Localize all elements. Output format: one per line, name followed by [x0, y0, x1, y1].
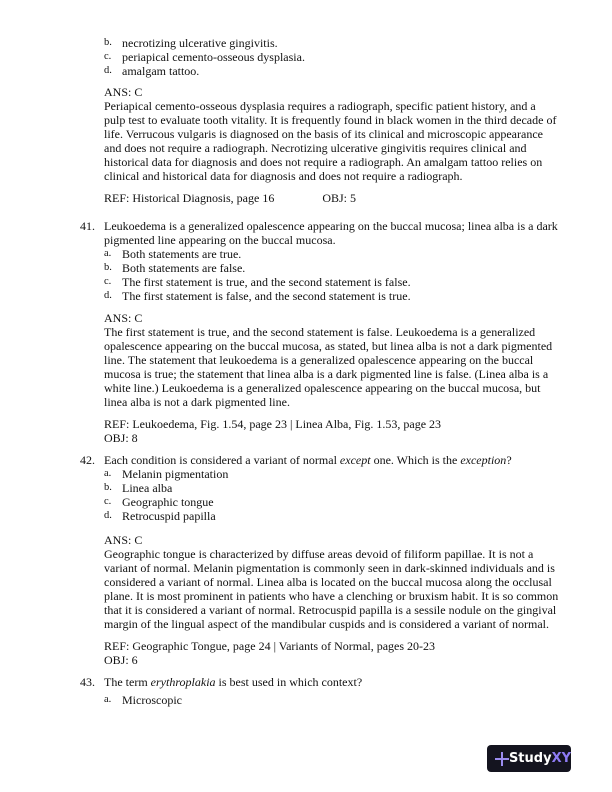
text: is best used in which context?: [215, 675, 363, 689]
option-letter: b.: [104, 37, 112, 48]
option-text: Geographic tongue: [122, 495, 214, 509]
q40-answer-block: [104, 85, 556, 183]
explanation-line: The first statement is true, and the second statement is false. Leukoedema is a generalized: [104, 325, 536, 339]
answer: ANS: C: [104, 311, 143, 325]
option-letter: a.: [104, 694, 112, 705]
option-text: Both statements are false.: [122, 261, 246, 275]
option: [104, 495, 512, 509]
explanation-line: mucosa is true; the statement that linea alba is a dark pigmented line is false. (Linea alba is a: [104, 367, 549, 381]
answer: ANS: C: [104, 85, 143, 99]
explanation-line: considered a variant of normal. Linea alba is located on the buccal mucosa along the occlusal: [104, 575, 552, 589]
explanation-line: clinical and historical data for diagnosis and does not require a radiograph.: [104, 169, 463, 183]
objective: OBJ: 5: [322, 191, 357, 205]
option-text: Melanin pigmentation: [122, 467, 229, 481]
explanation-line: line. The statement that leukoedema is a generalized opalescence appearing on the buccal: [104, 353, 534, 367]
option-letter: c.: [104, 496, 112, 507]
option-letter: d.: [104, 65, 112, 76]
text: The term: [104, 675, 151, 689]
option-letter: c.: [104, 276, 112, 287]
question-number: 42.: [80, 453, 95, 467]
reference: REF: Historical Diagnosis, page 16: [104, 191, 275, 205]
option-text: Linea alba: [122, 481, 173, 495]
option-text: Retrocuspid papilla: [122, 509, 216, 523]
reference: REF: Geographic Tongue, page 24 | Variants of Normal, pages 20-23: [104, 639, 436, 653]
question-number: 43.: [80, 675, 95, 689]
q42: [104, 453, 512, 523]
emphasis: exception: [460, 453, 507, 467]
option: [104, 247, 558, 261]
emphasis: erythroplakia: [150, 675, 216, 689]
objective: OBJ: 8: [104, 431, 138, 445]
explanation-line: Geographic tongue is characterized by diffuse areas devoid of filiform papillae. It is not a: [104, 547, 534, 561]
option: [104, 509, 512, 523]
option-letter: b.: [104, 262, 112, 273]
option: [104, 481, 512, 495]
explanation-line: life. Verrucous vulgaris is diagnosed on the basis of its clinical and microscopic appearance: [104, 127, 543, 141]
explanation-line: opalescence appearing on the buccal mucosa, as stated, but linea alba is not a dark pigmented: [104, 339, 553, 353]
question-text: Leukoedema is a generalized opalescence appearing on the buccal mucosa; linea alba is a dark: [104, 219, 558, 233]
option: [104, 275, 558, 289]
option: [104, 693, 362, 707]
q43: [104, 675, 362, 707]
option-text: Both statements are true.: [122, 247, 242, 261]
q42-answer-block: [104, 533, 558, 631]
option-letter: d.: [104, 290, 112, 301]
explanation-line: plane. It is most prominent in patients who have a clenching or bruxism habit. It is so common: [104, 589, 559, 603]
q42-ref: [104, 639, 435, 667]
option-letter: d.: [104, 510, 112, 521]
logo-text-accent: XY: [551, 751, 571, 766]
question-text: [104, 675, 362, 689]
explanation-line: historical data for diagnosis and does not require a radiograph. An amalgam tattoo relies on: [104, 155, 543, 169]
option-text: necrotizing ulcerative gingivitis.: [122, 36, 278, 50]
plus-icon: [495, 752, 504, 766]
logo-text: Study: [508, 751, 552, 766]
explanation-line: pulp test to evaluate tooth vitality. It is frequently found in black women in the third decade of: [104, 113, 557, 127]
option-text: Microscopic: [122, 693, 182, 707]
option-text: The first statement is true, and the second statement is false.: [122, 275, 411, 289]
text: ?: [506, 453, 512, 467]
explanation-line: that it is considered a variant of normal. Retrocuspid papilla is a sessile nodule on the gingival: [104, 603, 557, 617]
question-number: 41.: [80, 219, 95, 233]
studyxy-logo: [487, 745, 571, 772]
q40-ref: [104, 191, 356, 205]
question-text: pigmented line appearing on the buccal mucosa.: [104, 233, 336, 247]
q41-ref: [104, 417, 441, 445]
option: [104, 289, 558, 303]
option-letter: c.: [104, 51, 112, 62]
option-letter: a.: [104, 248, 112, 259]
explanation-line: Periapical cemento-osseous dysplasia requires a radiograph, specific patient history, and a: [104, 99, 536, 113]
option: [104, 467, 512, 481]
q41: [104, 219, 558, 303]
objective: OBJ: 6: [104, 653, 138, 667]
option: [104, 261, 558, 275]
explanation-line: margin of the lingual aspect of the mandibular cuspids and is considered a variant of normal.: [104, 617, 549, 631]
option-text: periapical cemento-osseous dysplasia.: [122, 50, 305, 64]
option-letter: b.: [104, 482, 112, 493]
emphasis: except: [339, 453, 371, 467]
answer: ANS: C: [104, 533, 143, 547]
q41-answer-block: [104, 311, 552, 409]
question-text: [104, 453, 512, 467]
option-text: The first statement is false, and the second statement is true.: [122, 289, 411, 303]
text: Each condition is considered a variant of normal: [104, 453, 340, 467]
option-letter: a.: [104, 468, 112, 479]
explanation-line: and does not require a radiograph. Necrotizing ulcerative gingivitis requires clinical and: [104, 141, 527, 155]
explanation-line: linea alba is not a dark pigmented line.: [104, 395, 290, 409]
text: one. Which is the: [370, 453, 461, 467]
option-text: amalgam tattoo.: [122, 64, 200, 78]
reference: REF: Leukoedema, Fig. 1.54, page 23 | Linea Alba, Fig. 1.53, page 23: [104, 417, 442, 431]
explanation-line: white line.) Leukoedema is a generalized opalescence appearing on the buccal mucosa, but: [104, 381, 541, 395]
explanation-line: variant of normal. Melanin pigmentation is commonly seen in dark-skinned individuals and is: [104, 561, 555, 575]
